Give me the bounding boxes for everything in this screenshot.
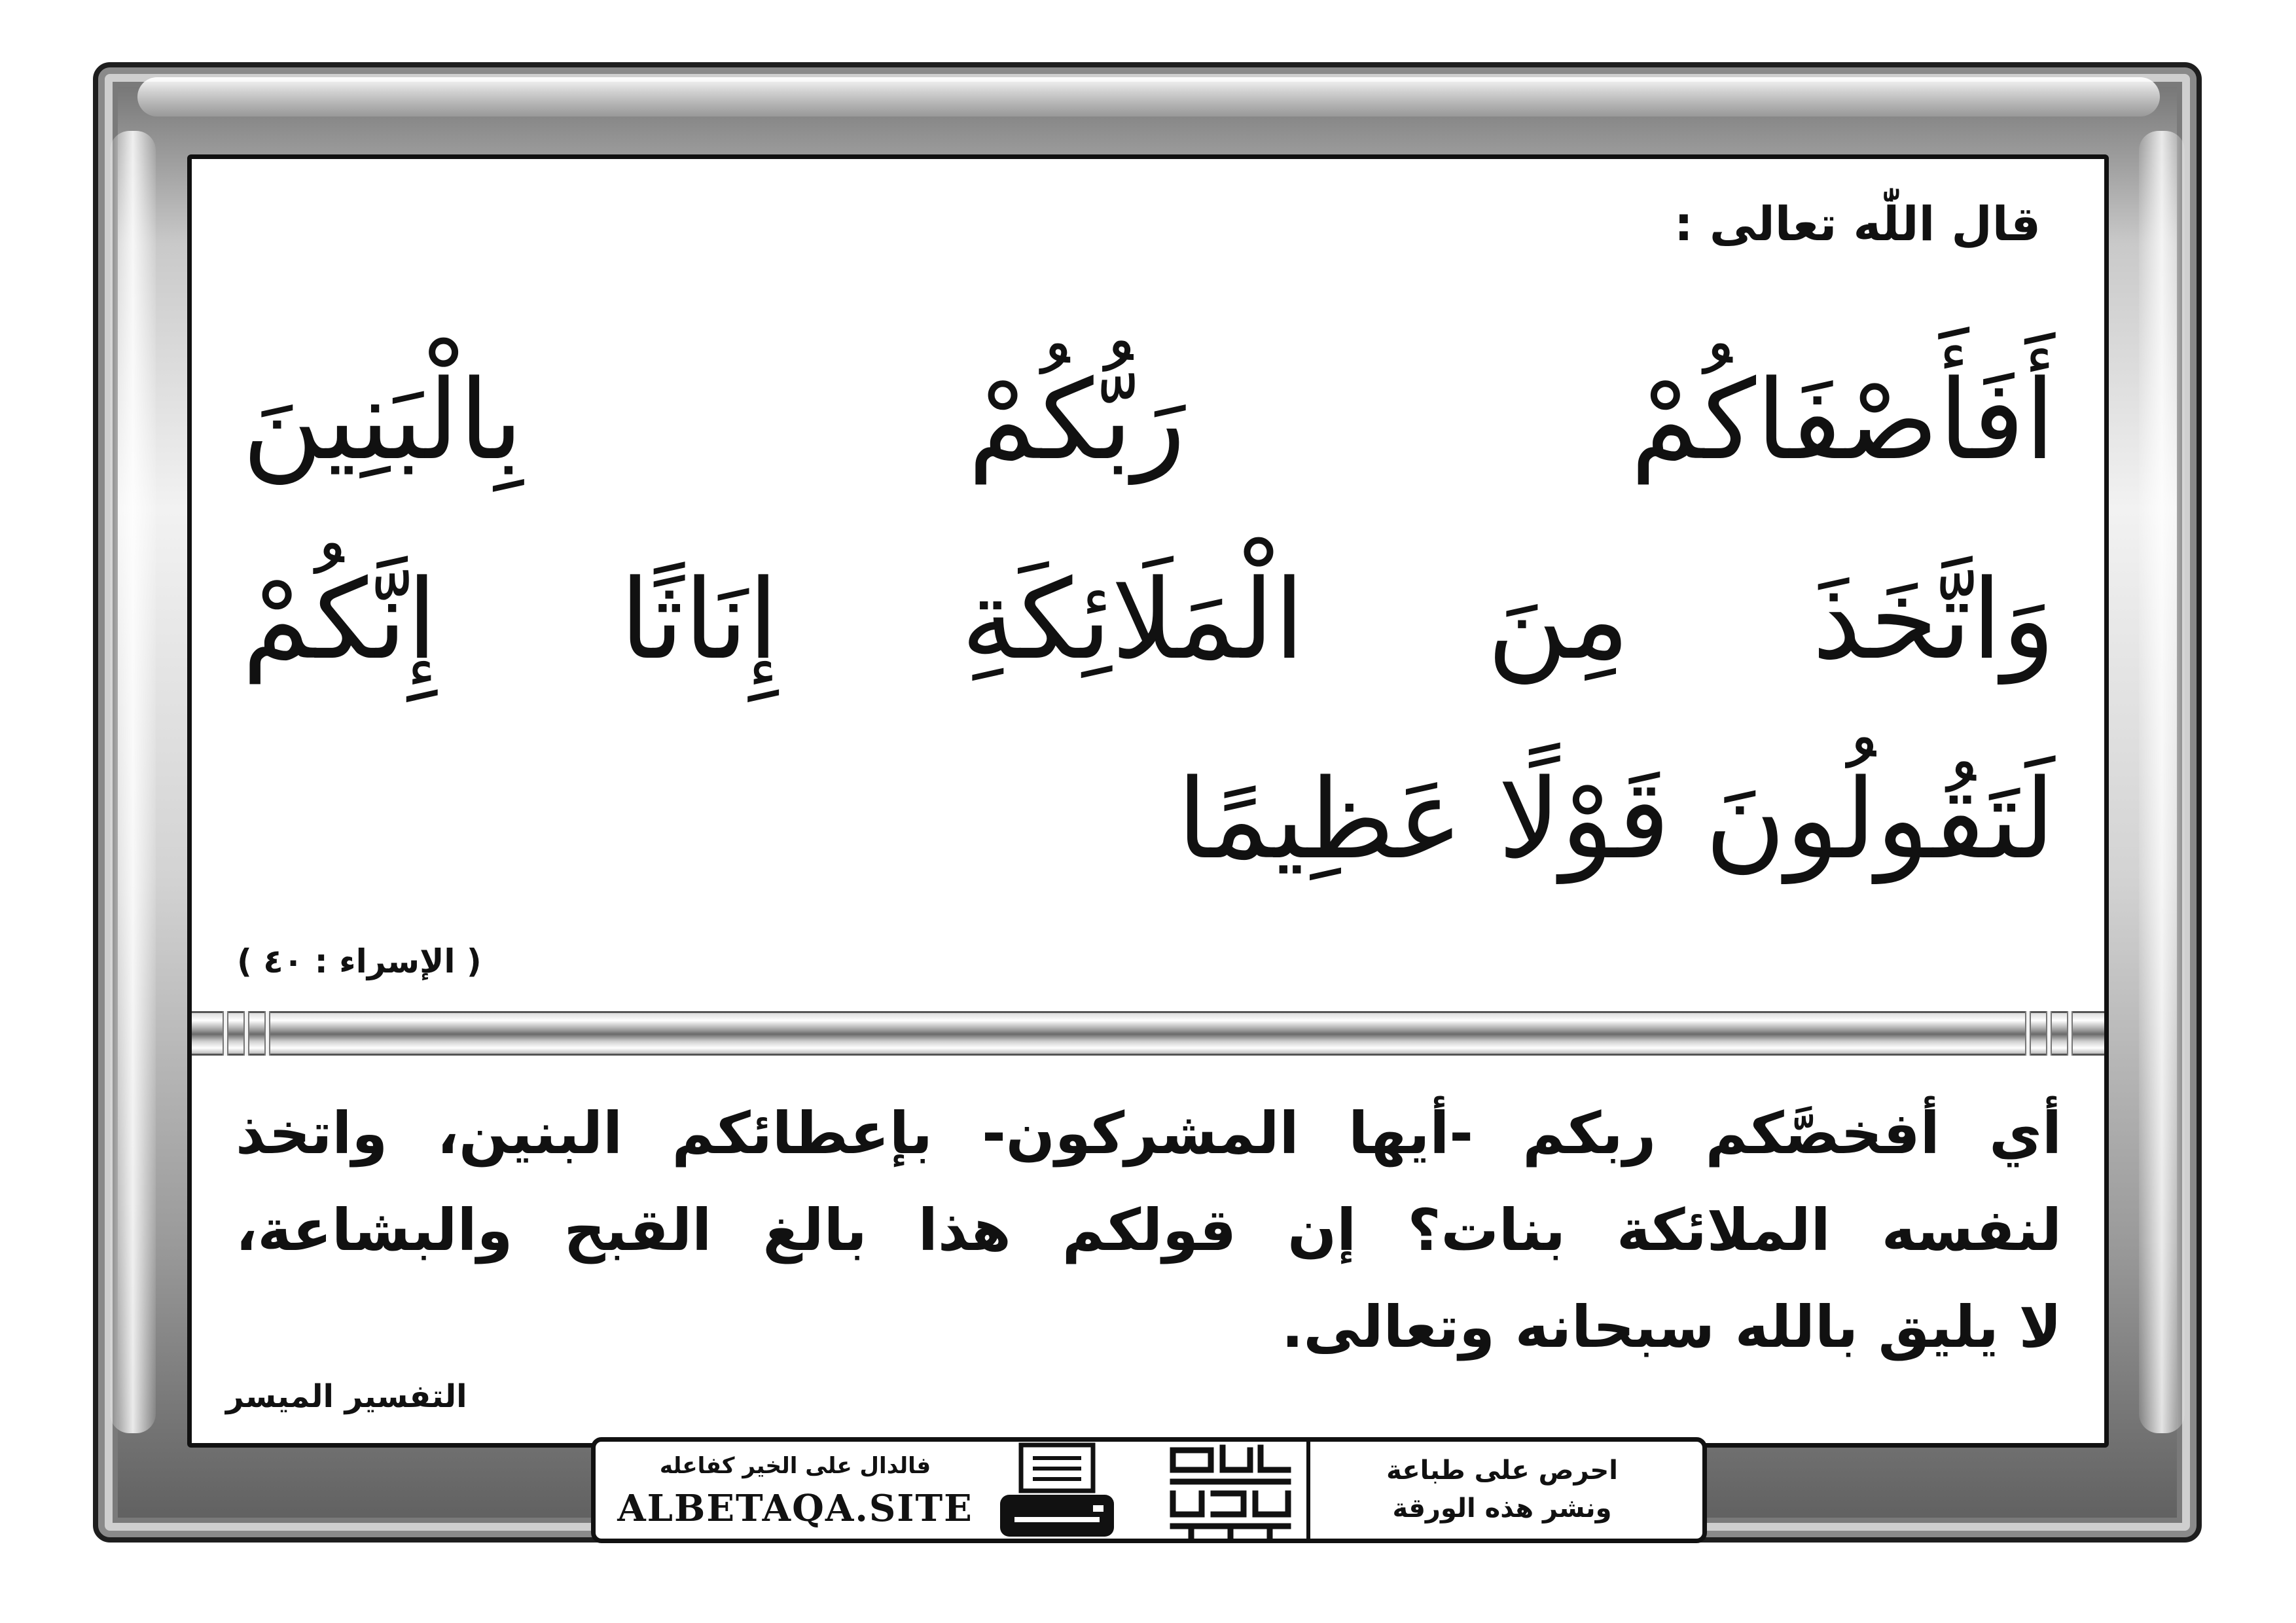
verse-line-2: وَاتَّخَذَ مِنَ الْمَلَائِكَةِ إِنَاثًا إِنَّكُمْ [242, 556, 2055, 684]
divider-tick [2046, 1011, 2052, 1056]
section-divider [192, 1011, 2104, 1056]
footer-site-link[interactable]: ALBETAQA.SITE [617, 1487, 973, 1530]
verse-line-1: أَفَأَصْفَاكُمْ رَبُّكُمْ بِالْبَنِينَ [242, 356, 2055, 484]
verse-line-3: لَتَقُولُونَ قَوْلًا عَظِيمًا [1177, 755, 2055, 883]
verse-reference: ( الإسراء : ٤٠ ) [237, 942, 482, 980]
intro-heading: قال اللّٰه تعالى : [1674, 196, 2041, 251]
printer-icon [995, 1440, 1119, 1542]
tafsir-line-3: لا يليق بالله سبحانه وتعالى. [1282, 1293, 2062, 1361]
kufic-logo-icon [1165, 1441, 1296, 1541]
footer-print-line-1: احرص على طباعة [1386, 1455, 1618, 1486]
divider-tick [2025, 1011, 2031, 1056]
tafsir-line-1: أي أفخصَّكم ربكم -أيها المشركون- بإعطائكم البنين، واتخذ [236, 1099, 2062, 1167]
footer-print-line-2: ونشر هذه الورقة [1392, 1493, 1612, 1524]
quran-verse [242, 321, 2055, 919]
frame-highlight-right [2139, 131, 2185, 1433]
footer-print-note [1316, 1452, 1689, 1527]
frame-highlight-top [137, 77, 2160, 116]
footer-proverb: فالدال على الخير كفاعله [659, 1453, 931, 1479]
divider-tick [264, 1011, 270, 1056]
divider-tick [2067, 1011, 2073, 1056]
divider-tick [243, 1011, 249, 1056]
tafsir-text [236, 1085, 2062, 1376]
footer-separator [1306, 1440, 1310, 1541]
divider-tick [223, 1011, 228, 1056]
tafsir-line-2: لنفسه الملائكة بنات؟ إن قولكم هذا بالغ القبح والبشاعة، [236, 1196, 2062, 1264]
frame-highlight-left [110, 131, 156, 1433]
tafsir-source: التفسير الميسر [226, 1378, 467, 1415]
